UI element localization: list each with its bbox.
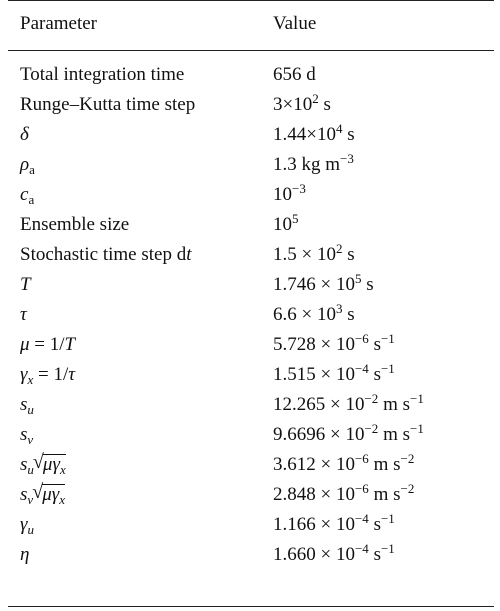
value-cell: $2.848 \times 10^{-6}$ m $s^{-2}$ (273, 481, 415, 505)
table-row (20, 450, 490, 480)
table-row (20, 210, 490, 240)
value-cell: $3.612 \times 10^{-6}$ m $s^{-2}$ (273, 451, 415, 475)
table-body (20, 60, 490, 570)
value-cell: $1.660 \times 10^{-4}$ $s^{-1}$ (273, 541, 395, 565)
table-row (20, 510, 490, 540)
parameter-cell: $\gamma_x = 1/\tau$ (20, 364, 76, 387)
header-rule (8, 50, 494, 51)
value-cell: $12.265 \times 10^{-2}$ m $s^{-1}$ (273, 391, 424, 415)
parameter-cell: η (20, 544, 30, 565)
value-cell: $1.515 \times 10^{-4}$ $s^{-1}$ (273, 361, 395, 385)
table-row (20, 270, 490, 300)
value-cell: $1.166 \times 10^{-4}$ $s^{-1}$ (273, 511, 395, 535)
parameter-cell: Stochastic time step dt (20, 244, 192, 265)
value-cell: $1.5 \times 10^2$ s (273, 241, 355, 265)
parameter-cell: $\rho_a$ (20, 154, 35, 177)
parameter-cell: Runge–Kutta time step (20, 94, 196, 115)
header-value: Value (273, 13, 317, 34)
bottom-rule (8, 606, 494, 607)
parameter-cell: Ensemble size (20, 214, 130, 235)
parameter-cell: μ = 1/T (20, 334, 76, 355)
table-row (20, 180, 490, 210)
table-row (20, 360, 490, 390)
parameter-cell: $s_v√$ $\mu\gamma_x$ (20, 480, 65, 510)
table-row (20, 330, 490, 360)
value-cell: $5.728 \times 10^{-6}$ $s^{-1}$ (273, 331, 395, 355)
value-cell: $6.6 \times 10^3$ s (273, 301, 355, 325)
parameter-cell: $c_a$ (20, 184, 35, 207)
header-parameter: Parameter (20, 13, 98, 34)
parameter-cell: T (20, 274, 31, 295)
top-rule (8, 0, 494, 1)
value-cell: $10^{-3}$ (273, 181, 306, 205)
parameter-cell: δ (20, 124, 29, 145)
parameter-cell: Total integration time (20, 64, 185, 85)
value-cell: $9.6696 \times 10^{-2}$ m $s^{-1}$ (273, 421, 424, 445)
parameter-cell: $s_u√$ $\mu\gamma_x$ (20, 450, 66, 480)
table-row (20, 480, 490, 510)
table-row (20, 120, 490, 150)
table-row (20, 60, 490, 90)
table-row (20, 540, 490, 570)
table-row (20, 300, 490, 330)
value-cell: $3\times 10^2$ s (273, 91, 331, 115)
parameter-cell: $\gamma_u$ (20, 514, 34, 537)
value-cell: 1.3 kg $m^{-3}$ (273, 151, 354, 175)
parameter-cell: $s_v$ (20, 424, 34, 447)
table-row (20, 150, 490, 180)
parameter-cell: τ (20, 304, 27, 325)
table-row (20, 90, 490, 120)
parameter-cell: $s_u$ (20, 394, 34, 417)
table-row (20, 390, 490, 420)
value-cell: 656 d (273, 64, 316, 85)
value-cell: $1.44\times 10^4$ s (273, 121, 355, 145)
table-row (20, 240, 490, 270)
table-row (20, 420, 490, 450)
value-cell: $1.746 \times 10^5$ s (273, 271, 374, 295)
value-cell: $10^5$ (273, 211, 299, 235)
